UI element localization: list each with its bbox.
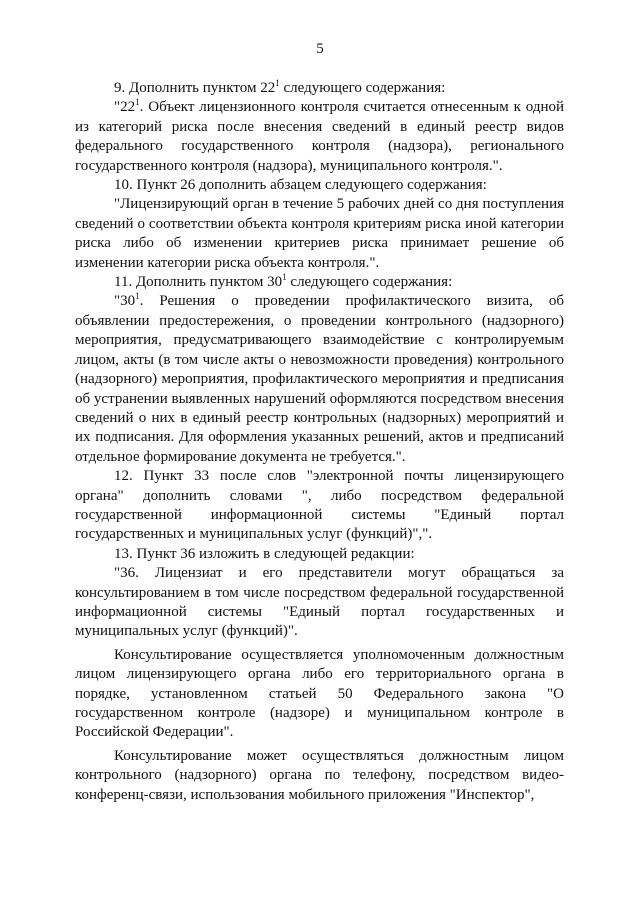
paragraph-p3 (75, 176, 564, 195)
page-number: 5 (316, 41, 324, 57)
paragraph-p10 (75, 646, 564, 743)
paragraph-text: . Решения о проведении профилактического визита, об объявлении предостережения, о проведении контрольного (надзорного) мероприятия, предусматривающего взаимодействие с контролируемым лицом, акты (в том числе акты о невозможности проведения) контрольного (надзорного) мероприятия, профилактического мероприятия и предписания об устранении выявленных нарушений оформляются посредством внесения сведений о них в единый реестр контрольных (надзорных) мероприятий и их подписания. Для оформления указанных решений, актов и предписаний отдельное формирование документа не требуется.". (75, 293, 564, 465)
paragraph-p7 (75, 467, 564, 545)
paragraph-p9 (75, 564, 564, 642)
paragraph-text: 11. Дополнить пунктом 30 (114, 274, 283, 291)
paragraph-p5 (75, 273, 564, 292)
paragraph-text: 10. Пункт 26 дополнить абзацем следующего содержания: (114, 177, 487, 194)
superscript: 1 (282, 272, 287, 283)
paragraph-text: следующего содержания: (279, 80, 446, 96)
paragraph-p11 (75, 747, 564, 805)
paragraph-text: Консультирование осуществляется уполномоченным должностным лицом лицензирующего органа либо его территориального органа в порядке, установленном статьей 50 Федерального закона "О государственном контроле (надзоре) и муниципальном контроле в Российской Федерации". (75, 646, 564, 741)
superscript: 1 (135, 97, 140, 108)
paragraph-text: "36. Лицензиат и его представители могут обращаться за консультированием в том числе посредством федеральной государственной информационной системы "Единый портал государственных и муниципальных услуг (функций)". (75, 565, 564, 640)
paragraph-p4 (75, 195, 564, 273)
paragraph-text: "22 (114, 99, 136, 116)
paragraph-p2 (75, 98, 564, 176)
paragraph-p6 (75, 292, 564, 467)
paragraph-text: . Объект лицензионного контроля считается отнесенным к одной из категорий риска после внесения сведений в единый реестр видов федерального государственного контроля (надзора), регионального государственного контроля (надзора), муниципального контроля.". (75, 99, 564, 174)
paragraph-text: "30 (114, 293, 136, 310)
superscript: 1 (275, 78, 280, 88)
paragraph-text: Консультирование может осуществляться должностным лицом контрольного (надзорного) органа по телефону, посредством видео-конференц-связи, использования мобильного приложения "Инспектор", (75, 747, 564, 803)
superscript: 1 (135, 291, 140, 302)
paragraph-text: 13. Пункт 36 изложить в следующей редакции: (114, 545, 415, 562)
paragraph-p8 (75, 545, 564, 564)
document-body (75, 79, 564, 805)
paragraph-p1 (75, 79, 564, 98)
paragraph-text: 9. Дополнить пунктом 22 (114, 80, 276, 96)
paragraph-text: следующего содержания: (286, 274, 453, 291)
paragraph-text: 12. Пункт 33 после слов "электронной почты лицензирующего органа" дополнить словами ", либо посредством федеральной государственной информационной системы "Единый портал государственных и муниципальных услуг (функций)",". (75, 468, 564, 543)
paragraph-text: "Лицензирующий орган в течение 5 рабочих дней со дня поступления сведений о соответствии объекта контроля критериям риска иной категории риска либо об изменении критериев риска принимает решение об изменении категории риска объекта контроля.". (75, 196, 564, 271)
